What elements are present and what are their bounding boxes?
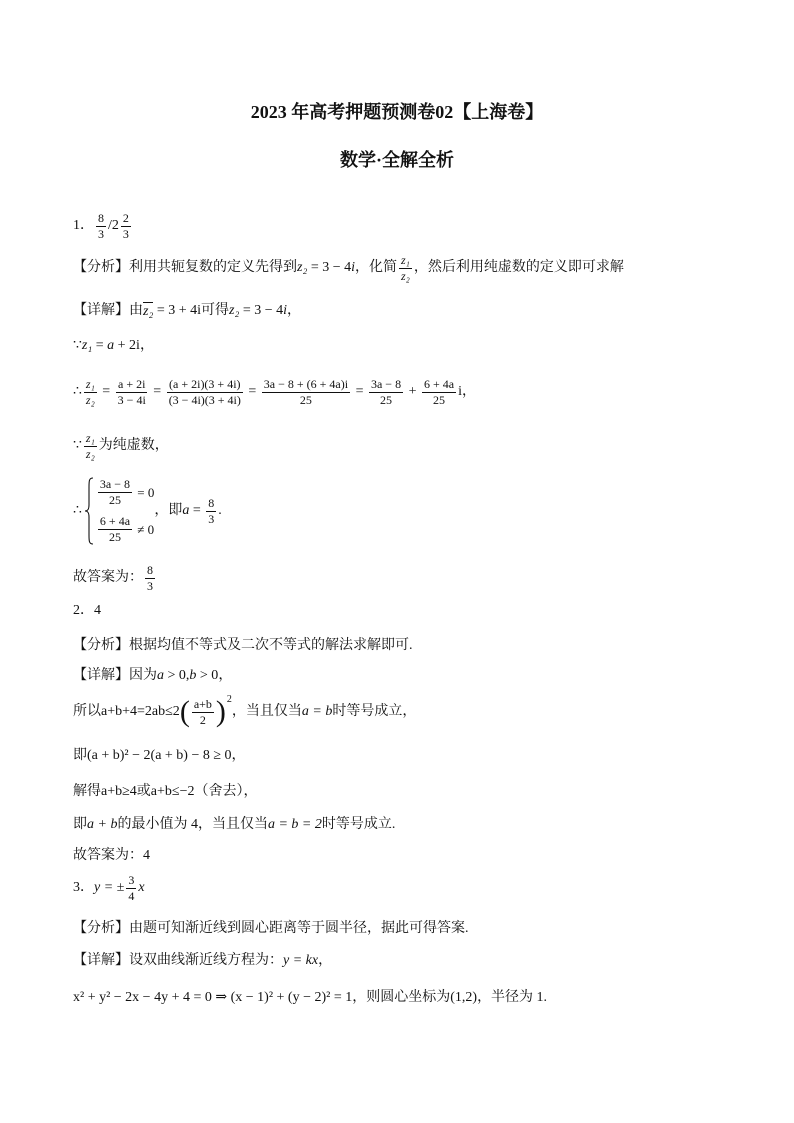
math-expression: y = kx [283,953,319,968]
q3-analysis-line [73,919,469,939]
section-label: 【分析】 [73,260,129,275]
math-expression: a+b≤−2 [150,784,195,799]
numerator: z₁ [401,252,410,267]
denominator: 25 [108,530,121,544]
relation: = 0 [134,484,155,500]
therefore-symbol: ∴ [73,384,82,399]
conclusion-label: 故答案为： [73,570,143,585]
math-expression: x² + y² − 2x − 4y + 4 = 0 ⇒ (x − 1)² + (y − 2)² = 1 [73,990,353,1005]
denominator: 3 [208,511,215,526]
equals: = [244,384,260,399]
denominator: 25 [108,493,121,507]
text: 由题可知渐近线到圆心距离等于圆半径，据此可得答案. [129,921,469,936]
text: ， [318,953,333,968]
equals: = [189,503,205,518]
text: 设双曲线渐近线方程为： [129,953,283,968]
fraction [84,378,97,407]
plus: + [405,384,420,399]
math-expression: > 0, [164,668,190,683]
fraction [145,564,155,593]
denominator: 3 − 4i [117,392,146,407]
numerator: 3 [128,872,135,887]
because-symbol: ∵ [73,438,82,453]
q1-analysis-line [73,251,624,285]
denominator: z₂ [85,392,95,407]
fraction [192,698,214,727]
text: 或 [136,784,151,799]
equals: = [352,384,367,399]
fraction [167,378,243,407]
q2-minimum-line [73,815,395,835]
text: ， [231,748,246,763]
math-variable: z₂ [229,303,240,318]
q3-answer-line [73,873,145,903]
fraction [84,432,97,461]
fraction [96,212,106,241]
math-expression: a = b = 2 [267,817,322,832]
q1-given-line [73,336,154,356]
text: 所以 [73,704,101,719]
q2-detail-line [73,666,232,686]
numerator: 8 [208,495,215,510]
numerator: 8 [147,562,153,577]
conclusion-label: 故答案为： [73,848,143,863]
math-expression: a+b+4=2ab≤2 [101,704,180,719]
mixed-number-whole: 2 [111,218,119,233]
denominator: 25 [380,392,393,407]
text: ，然后利用纯虚数的定义即可求解 [413,260,624,275]
text: ， [287,303,302,318]
math-expression: + 2i [114,338,140,353]
math-variable: z₁ [81,338,93,353]
math-expression: a = b [301,704,333,719]
q3-detail-line [73,951,332,971]
fraction [369,378,403,407]
math-variable: b [189,668,197,683]
document-title: 2023 年高考押题预测卷02【上海卷】 [250,102,544,122]
text: ， [139,338,154,353]
denominator: z₂ [85,446,95,461]
q1-divide-line [73,374,476,410]
denominator: 3 [147,578,153,593]
system-row [96,515,154,544]
equation-system [82,477,154,545]
fraction [262,378,350,407]
math-variable: z₂ [297,260,308,275]
math-variable: a [107,338,115,353]
answer-separator: / [108,218,112,233]
numerator: 6 + 4a [99,514,131,528]
text: 解得 [73,784,101,799]
denominator: 25 [433,392,446,407]
math-variable: i [283,303,288,318]
therefore-symbol: ∴ [73,503,82,518]
q1-answer-line [73,209,133,243]
numerator: 6 + 4a [423,376,455,391]
answer-value: 4 [143,848,150,863]
numerator: 3a − 8 + (6 + 4a)i [263,376,349,391]
denominator: (3 − 4i)(3 + 4i) [168,392,241,407]
text: （舍去）， [194,784,258,799]
question-number: 1． [73,218,94,233]
text: 因为 [129,668,157,683]
text: ，当且仅当 [231,704,302,719]
system-row [96,478,154,507]
math-expression: (a + b)² − 2(a + b) − 8 ≥ 0 [87,748,232,763]
math-expression: a+b≥4 [101,784,137,799]
denominator: z₂ [401,268,410,283]
q1-conclusion-line [73,563,157,593]
q1-system-line [73,475,222,547]
section-label: 【分析】 [73,921,129,936]
numerator: a+b [193,696,212,711]
math-variable: i [351,260,356,275]
question-number: 3． [73,880,94,895]
fraction [98,478,132,507]
numerator: (a + 2i)(3 + 4i) [169,376,241,391]
text: ，即 [154,503,183,518]
q2-inequality-line [73,694,416,730]
text: ，半径为 1. [477,990,548,1005]
math-expression: = 3 + 4i [153,303,202,318]
math-expression: y = ± [94,880,125,895]
exponent: 2 [226,694,232,705]
left-brace [84,477,94,545]
equals: = [149,384,165,399]
text: ，则圆心坐标为 [352,990,451,1005]
section-label: 【详解】 [73,668,129,683]
conjugate-variable: z₂ [143,304,154,319]
text: 为纯虚数， [98,438,169,453]
left-paren: ( [179,695,190,728]
relation: ≠ 0 [134,521,155,537]
answer-value: 4 [94,603,101,618]
math-variable: x [138,880,145,895]
numerator: 3a − 8 [99,477,131,491]
parenthesized-fraction [180,695,232,729]
denominator: 25 [299,392,312,407]
denominator: 4 [128,888,135,903]
numerator: a + 2i [118,376,146,391]
equals: = [98,384,114,399]
q2-analysis-line [73,636,413,656]
q2-answer-line [73,601,101,621]
fraction [399,254,412,283]
math-expression: = 3 − 4 [307,260,352,275]
q2-quadratic-line [73,746,246,766]
q2-solve-line [73,782,258,802]
denominator: 2 [199,712,206,727]
math-variable: a [182,503,190,518]
question-number: 2． [73,603,94,618]
numerator: 2 [122,210,129,225]
fraction [121,212,131,241]
q3-circle-line [73,988,547,1008]
fraction [116,378,148,407]
right-paren: ) [215,695,226,728]
fraction [206,497,216,526]
text: 根据均值不等式及二次不等式的解法求解即可. [129,638,413,653]
text: ， [218,668,233,683]
text: 即 [73,817,87,832]
denominator: 3 [98,226,104,241]
text: 利用共轭复数的定义先得到 [129,260,297,275]
section-label: 【详解】 [73,303,129,318]
because-symbol: ∵ [73,338,82,353]
fraction [126,874,136,903]
section-label: 【详解】 [73,953,129,968]
math-variable: a [157,668,164,683]
q1-pure-imaginary-line [73,430,169,462]
section-label: 【分析】 [73,638,129,653]
text: . [218,503,222,518]
document-subtitle: 数学·全解全析 [339,150,454,170]
numerator: 3a − 8 [370,376,402,391]
text: ，化简 [355,260,398,275]
text: 即 [73,748,87,763]
denominator: 3 [122,226,129,241]
q1-detail-line [73,300,301,322]
text: 由 [129,303,143,318]
math-expression: a + b [87,817,118,832]
text: i， [458,384,476,399]
math-expression: (1,2) [450,990,478,1005]
system-rows [96,477,154,545]
math-expression: = 3 − 4 [239,303,284,318]
math-expression: > 0 [196,668,219,683]
text: 的最小值为 4，当且仅当 [117,817,268,832]
numerator: z₁ [85,376,95,391]
text: 时等号成立. [321,817,396,832]
q2-conclusion-line [73,846,150,866]
fraction [98,515,132,544]
text: 可得 [201,303,230,318]
numerator: z₁ [85,430,95,445]
fraction [422,378,456,407]
numerator: 8 [98,210,104,225]
math-expression: = [92,338,108,353]
text: 时等号成立， [332,704,417,719]
